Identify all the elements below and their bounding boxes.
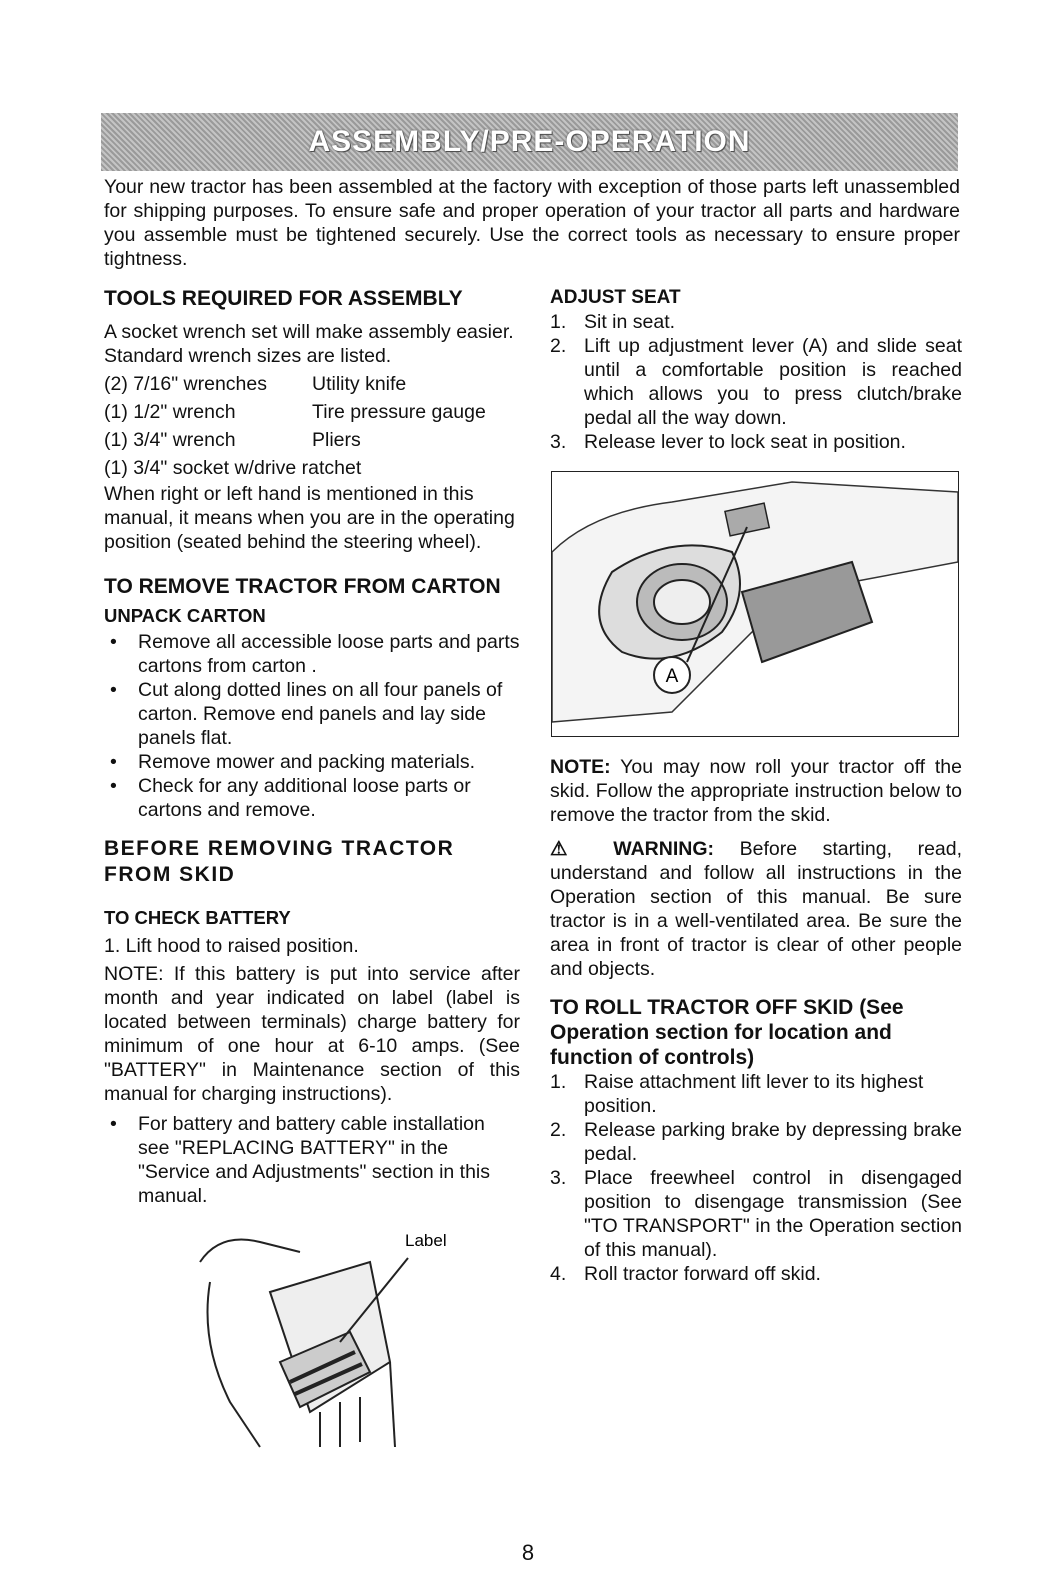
roll-steps [550,1070,962,1286]
list-item [550,1070,962,1118]
warning-text: Before starting, read, understand and follow all instructions in the Operation section of this manual. Be sure tractor is in a well-ventilated area. Be sure the area in front of tractor is clear of other people and objects. [550,838,963,980]
list-item [550,310,962,334]
step-number: 1. [550,311,567,333]
battery-illustration [180,1222,480,1452]
tools-list [104,370,520,454]
unpack-list [104,630,520,822]
list-item: • Check for any additional loose parts or cartons and remove. [104,774,520,822]
list-item [550,334,962,430]
step-number: 2. [550,1119,567,1141]
seat-illustration [552,472,958,736]
right-column-lower [550,755,962,1286]
list-item [550,1262,962,1286]
tool-item: Utility knife [312,373,407,395]
list-item [550,1118,962,1166]
warning-label: WARNING: [613,838,714,860]
tool-item-last: (1) 3/4" socket w/drive ratchet [104,457,362,479]
tools-heading: TOOLS REQUIRED FOR ASSEMBLY [104,287,463,310]
tool-item: (2) 7/16" wrenches [104,373,267,395]
section-title: ASSEMBLY/PRE-OPERATION [308,125,751,158]
step-number: 3. [550,431,567,453]
tool-item: Tire pressure gauge [312,401,486,423]
battery-step: 1. Lift hood to raised position. [104,935,359,957]
right-column [550,286,962,454]
list-item: • For battery and battery cable installation see "REPLACING BATTERY" in the "Service and Adjustments" section in this manual. [104,1112,520,1208]
battery-note [104,962,520,1106]
battery-figure [180,1222,480,1452]
seat-figure [551,471,959,737]
battery-list [104,1112,520,1208]
label-callout: Label [405,1231,447,1250]
unpack-subheading: UNPACK CARTON [104,605,266,626]
tool-item: (1) 1/2" wrench [104,401,236,423]
list-item: • Cut along dotted lines on all four panels of carton. Remove end panels and lay side panels flat. [104,678,520,750]
step-number: 4. [550,1263,567,1285]
step-number: 1. [550,1071,567,1093]
tool-item: Pliers [312,429,361,451]
warning-block [550,837,962,981]
intro-paragraph [104,175,960,271]
note-label: NOTE: [550,756,611,778]
step-text: Lift up adjustment lever (A) and slide seat until a comfortable position is reached which allows you to press clutch/brake pedal all the way down. [584,335,962,429]
step-number: 2. [550,335,567,357]
list-item [550,1166,962,1262]
step-text: Raise attachment lift lever to its highest position. [584,1071,924,1117]
remove-heading: TO REMOVE TRACTOR FROM CARTON [104,575,501,598]
section-banner [101,113,958,171]
before-heading: BEFORE REMOVING TRACTOR FROM SKID [104,837,455,886]
battery-subheading: TO CHECK BATTERY [104,907,291,928]
note-text: If this battery is put into service after month and year indicated on label (label is located between terminals) charge battery for minimum of one hour at 6-10 amps. (See "BATTERY" in Maintenance section of this manual for charging instructions). [104,963,520,1105]
page-number: 8 [521,1540,535,1565]
step-text: Release lever to lock seat in position. [584,431,906,453]
step-text: Roll tractor forward off skid. [584,1263,821,1285]
intro-text: Your new tractor has been assembled at the factory with exception of those parts left unassembled for shipping purposes. To ensure safe and proper operation of your tractor all parts and hardware you assemble must be tightened securely. Use the correct tools as necessary to ensure proper tightness. [104,176,960,270]
note-label: NOTE: [104,963,164,985]
step-text: Place freewheel control in disengaged position to disengage transmission (See "TO TRANSPORT" in the Operation section of this manual). [584,1167,962,1261]
callout-a: A [665,666,679,687]
adjust-heading: ADJUST SEAT [550,287,681,308]
roll-heading-main: TO ROLL TRACTOR OFF SKID [550,996,854,1019]
warning-icon: ⚠ [550,838,588,860]
note-text: You may now roll your tractor off the skid. Follow the appropriate instruction below to remove the tractor from the skid. [550,756,962,826]
step-text: Release parking brake by depressing brake pedal. [584,1119,962,1165]
tools-text: A socket wrench set will make assembly easier. Standard wrench sizes are listed. [104,321,514,367]
list-item [550,430,962,454]
step-text: Sit in seat. [584,311,676,333]
adjust-steps [550,310,962,454]
tool-item: (1) 3/4" wrench [104,429,236,451]
roll-heading-sub: (See Operation section for location and function of controls) [550,996,904,1069]
step-number: 3. [550,1167,567,1189]
left-column [104,286,520,1208]
skid-note [550,755,962,827]
hand-note: When right or left hand is mentioned in this manual, it means when you are in the operating position (seated behind the steering wheel). [104,483,515,553]
list-item: • Remove mower and packing materials. [104,750,520,774]
roll-heading [550,995,962,1070]
list-item: • Remove all accessible loose parts and parts cartons from carton . [104,630,520,678]
